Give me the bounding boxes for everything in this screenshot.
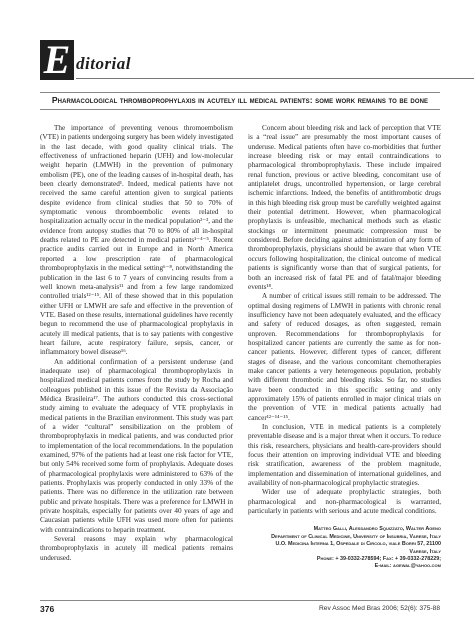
paragraph: Concern about bleeding risk and lack of perception that VTE is a “real issue” are presumably the most important causes of underuse. Medical patients often have co-morbidities that further increase bleeding risk or may entail contraindications to pharmacological thromboprophylaxis. These include impaired renal function, previous or active bleeding, concomitant use of antiplatelet drugs, uncontrolled hypertension, or large cerebral ischemic infarctions. Indeed, the benefits of antithrombotic drugs in this high bleeding risk group must be carefully weighted against their potential detriment. However, when pharmacological prophylaxis is unfeasible, mechanical methods such as elastic stockings or intermittent pneumatic compression must be considered. Before deciding against administration of any form of thromboprophylaxis, physicians should be aware that when VTE occurs following hospitalization, the clinical outcome of medical patients is significantly worse than that of surgical patients, for both an increased risk of fatal PE and of fatal/major bleeding events¹⁸. (248, 124, 441, 291)
paragraph: Wider use of adequate prophylactic strategies, both pharmacological and non-pharmacological is warranted, particularly in patients with serious and acute medical conditions. (248, 488, 441, 516)
paragraph: In conclusion, VTE in medical patients is a completely preventable disease and is a major threat when it occurs. To reduce this risk, researchers, physicians and health-care-providers should focus their attention on improving individual VTE and bleeding risk stratification, awareness of the problem magnitude, implementation and dissemination of international guidelines, and availability of non-pharmacological prophylactic strategies. (248, 423, 441, 488)
author-names: Matteo Galli, Alessandro Squizzato, Walter Ageno (313, 526, 441, 533)
journal-citation: Rev Assoc Med Bras 2006; 52(6): 375-88 (319, 605, 440, 612)
section-label: ditorial (76, 54, 132, 73)
title-rule-bottom (40, 109, 440, 110)
author-department: Department of Clinical Medicine, University of Insubria, Varese, Italy (271, 533, 441, 540)
section-header (40, 37, 260, 82)
article-title: Pharmacological thromboprophylaxis in acutely ill medical patients: some work remains to be done (51, 95, 429, 105)
right-column (248, 124, 441, 594)
section-initial: E (40, 40, 74, 80)
page-number: 376 (40, 604, 55, 614)
paragraph: An additional confirmation of a persistent underuse (and inadequate use) of pharmacological thromboprophylaxis in hospitalized medical patients comes from the study by Rocha and colleagues published in this issue of the Revista da Associação Médica Brasileira¹⁷. The authors conducted this cross-sectional study aiming to evaluate the adequacy of VTE prophylaxis in medical patients in the Brazilian environment. This study was part of a wider “cultural” sensibilization on the problem of thromboprophylaxis in medical patients, and was conducted prior to implementation of the local recommendations. In the population examined, 97% of the patients had at least one risk factor for VTE, but only 54% received some form of prophylaxis. Adequate doses of pharmacological prophylaxis were administered to 63% of the patients. Prophylaxis was properly conducted in only 33% of the patients. There was no difference in the utilization rate between public and private hospitals. There was a preference for LMWH in private hospitals, especially for patients over 40 years of age and Caucasian patients while UFH was used more often for patients with contraindications to heparin treatment. (40, 357, 233, 534)
footer-rule (40, 600, 440, 601)
header-rule (76, 78, 474, 79)
title-rule-top (40, 92, 440, 93)
paragraph: A number of critical issues still remain to be addressed. The optimal dosing regimens of LMWH in patients with chronic renal insufficiency have not been adequately evaluated, and the efficacy and safety of reduced dosages, as often suggested, remain unproven. Recommendations for thromboprophylaxis for hospitalized cancer patients are currently the same as for non-cancer patients. However, different types of cancer, different stages of disease, and the various concomitant chemotherapies make cancer patients a very heterogeneous population, probably with different thrombotic and bleeding risks. So far, no studies have been conducted in this specific setting and only approximately 15% of patients enrolled in major clinical trials on the prevention of VTE in medical patients actually had cancer¹²⁻¹⁴⁻¹⁵. (248, 292, 441, 422)
paragraph: Several reasons may explain why pharmacological thromboprophylaxis in acutely ill medical patients remains underused. (40, 535, 233, 562)
author-phone: Phone: + 39-0332-278594; Fax: + 39-0332-278229; (316, 556, 441, 563)
author-city: Varese, Italy (409, 548, 441, 555)
left-column (40, 124, 233, 594)
author-unit: U.O. Medicina Interna 1, Ospedale di Circolo, viale Borri 57, 21100 (275, 541, 441, 548)
author-email: E-mail: agewal@yahoo.com (374, 563, 441, 570)
author-block (248, 526, 441, 570)
paragraph: The importance of preventing venous thromoembolism (VTE) in patients undergoing surgery has been widely investigated in the last decade, with good quality clinical trials. The effectiveness of unfractioned heparin (UFH) and low-molecular weight heparin (LMWH) in the prevention of pulmonary embolism (PE), one of the leading causes of in-hospital death, has been clearly demonstrated¹. Indeed, medical patients have not received the same careful attention given to surgical patients despite evidence from clinical studies that 50 to 70% of symptomatic venous thromboembolic events related to hospitalization actually occur in the medical population²⁻³, and the evidence from autopsy studies that 70 to 80% of all in-hospital deaths related to PE are detected in medical patients¹⁻⁴⁻⁵. Recent practice audits carried out in Europe and in North America reported a low prescription rate of pharmacological thromboprophylaxis in the medical setting⁶⁻⁸, notwithstanding the publication in the last 6 to 7 years of convincing results from a well known meta-analysis¹¹ and from a few large randomized controlled trials¹²⁻¹⁵. All of these showed that in this population either UFH or LMWH are safe and effective in the prevention of VTE. Based on these results, international guidelines have recently begun to recommend the use of pharmacological prophylaxis in acutely ill medical patients, that is to say patients with congestive heart failure, acute respiratory failure, sepsis, cancer, or inflammatory bowel disease¹⁶. (40, 124, 233, 357)
